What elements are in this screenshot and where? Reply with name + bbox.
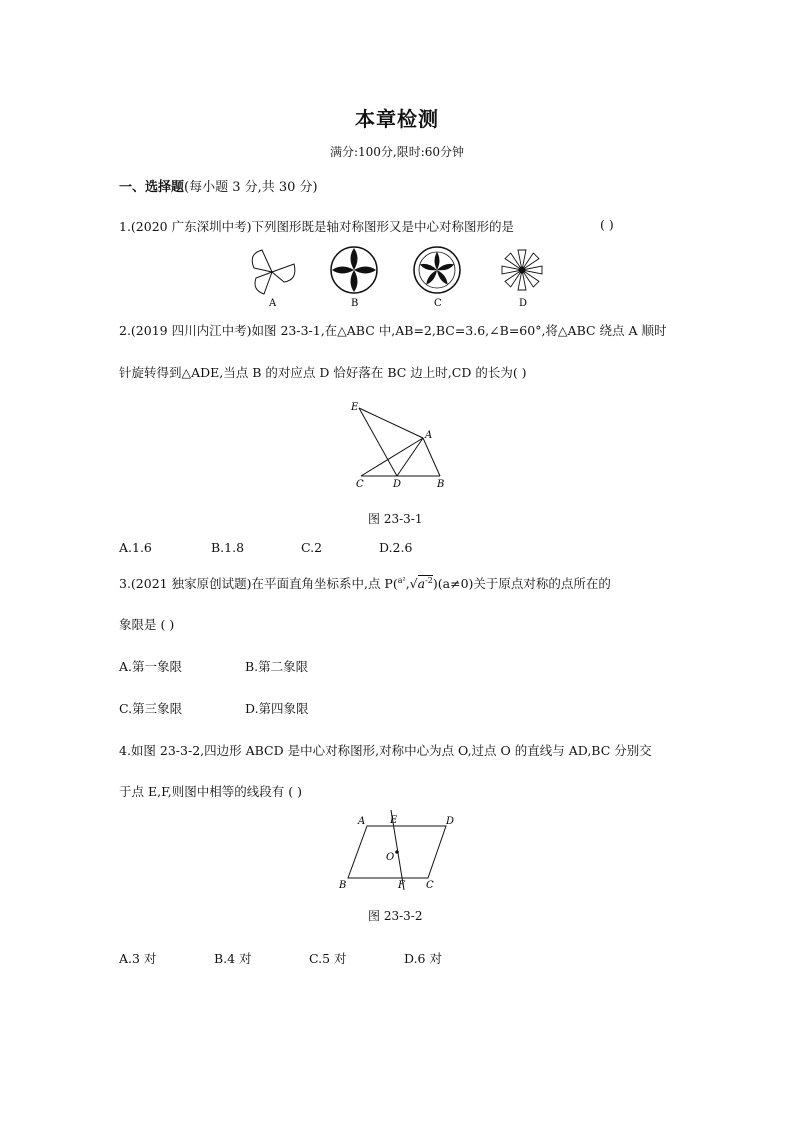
page-title: 本章检测	[355, 107, 439, 131]
option-c[interactable]: C.5 对	[309, 951, 347, 966]
question-1-text: 1.(2020 广东深圳中考)下列图形既是轴对称图形又是中心对称图形的是	[119, 219, 514, 234]
figure-b-four-petal-circle	[331, 247, 377, 293]
point-label-f: F	[398, 880, 405, 891]
option-c[interactable]: C.第三象限	[119, 701, 183, 716]
point-label-c: C	[356, 479, 364, 490]
option-d[interactable]: D.2.6	[379, 540, 413, 555]
question-2-line-1: 2.(2019 四川内江中考)如图 23-3-1,在△ABC 中,AB=2,BC=3.6,∠B=60°,将△ABC 绕点 A 顺时	[119, 323, 667, 338]
segment-ea	[359, 408, 423, 438]
section-heading	[119, 176, 318, 195]
segment-ca	[361, 438, 423, 476]
figure-label-d: D	[519, 298, 528, 309]
question-3-text-end: )(a≠0)关于原点对称的点所在的	[432, 576, 611, 591]
option-c[interactable]: C.2	[301, 540, 323, 555]
point-label-c: C	[426, 880, 434, 891]
question-3-radicand	[418, 575, 433, 591]
point-label-e: E	[351, 402, 359, 413]
question-4-options	[119, 949, 442, 967]
question-3-a-squared: a²	[397, 575, 406, 585]
figure-label-a: A	[269, 298, 277, 309]
point-label-a: A	[425, 430, 433, 441]
center-point-o	[395, 850, 399, 854]
question-4-line-1: 4.如图 23-3-2,四边形 ABCD 是中心对称图形,对称中心为点 O,过点 O 的直线与 AD,BC 分别交	[119, 743, 652, 758]
question-3-radicand-base: a	[417, 576, 426, 591]
question-3-options-row-2	[119, 699, 309, 717]
figure-label-c: C	[434, 298, 442, 309]
point-label-o: O	[386, 852, 395, 863]
point-label-e: E	[390, 815, 398, 826]
figure-a-pinwheel	[252, 250, 295, 294]
figure-23-3-2-caption: 图 23-3-2	[368, 909, 423, 923]
figure-23-3-1-caption: 图 23-3-1	[368, 512, 423, 526]
option-d[interactable]: D.第四象限	[245, 701, 309, 716]
question-3-line-2: 象限是 ( )	[119, 617, 175, 632]
section-note: (每小题 3 分,共 30 分)	[184, 180, 318, 195]
segment-ab	[423, 438, 440, 476]
option-a[interactable]: A.1.6	[119, 540, 152, 555]
question-3-radicand-exponent: -2	[425, 575, 433, 585]
option-b[interactable]: B.4 对	[214, 951, 252, 966]
question-3-options-row-1	[119, 657, 308, 675]
figure-23-3-2	[336, 810, 455, 892]
option-a[interactable]: A.3 对	[119, 951, 157, 966]
option-b[interactable]: B.第二象限	[245, 659, 309, 674]
question-2-line-2: 针旋转得到△ADE,当点 B 的对应点 D 恰好落在 BC 边上时,CD 的长为( )	[119, 365, 527, 380]
option-b[interactable]: B.1.8	[211, 540, 245, 555]
option-d[interactable]: D.6 对	[404, 951, 442, 966]
point-label-a: A	[358, 816, 366, 827]
figure-23-3-1	[345, 396, 455, 488]
section-title: 一、选择题	[119, 180, 185, 195]
question-4-line-2: 于点 E,F,则图中相等的线段有 ( )	[119, 784, 302, 799]
question-2-options	[119, 540, 412, 555]
point-label-d: D	[446, 816, 455, 827]
point-label-d: D	[393, 479, 402, 490]
segment-ad	[397, 438, 423, 476]
point-label-b: B	[437, 479, 445, 490]
question-3-comma: ,	[405, 576, 410, 591]
figure-d-eight-blade	[502, 250, 542, 290]
figure-c-five-petal-circle	[414, 247, 460, 293]
question-1-figures	[240, 242, 560, 310]
option-a[interactable]: A.第一象限	[119, 659, 183, 674]
sqrt-symbol-icon: √	[409, 576, 418, 591]
question-1-answer-paren: ( )	[600, 217, 614, 232]
point-label-b: B	[339, 880, 347, 891]
question-3-line-1	[119, 574, 611, 592]
figure-label-b: B	[351, 298, 359, 309]
question-3-text-start: 3.(2021 独家原创试题)在平面直角坐标系中,点 P(	[119, 576, 398, 591]
score-time-info: 满分:100分,限时:60分钟	[329, 145, 465, 159]
